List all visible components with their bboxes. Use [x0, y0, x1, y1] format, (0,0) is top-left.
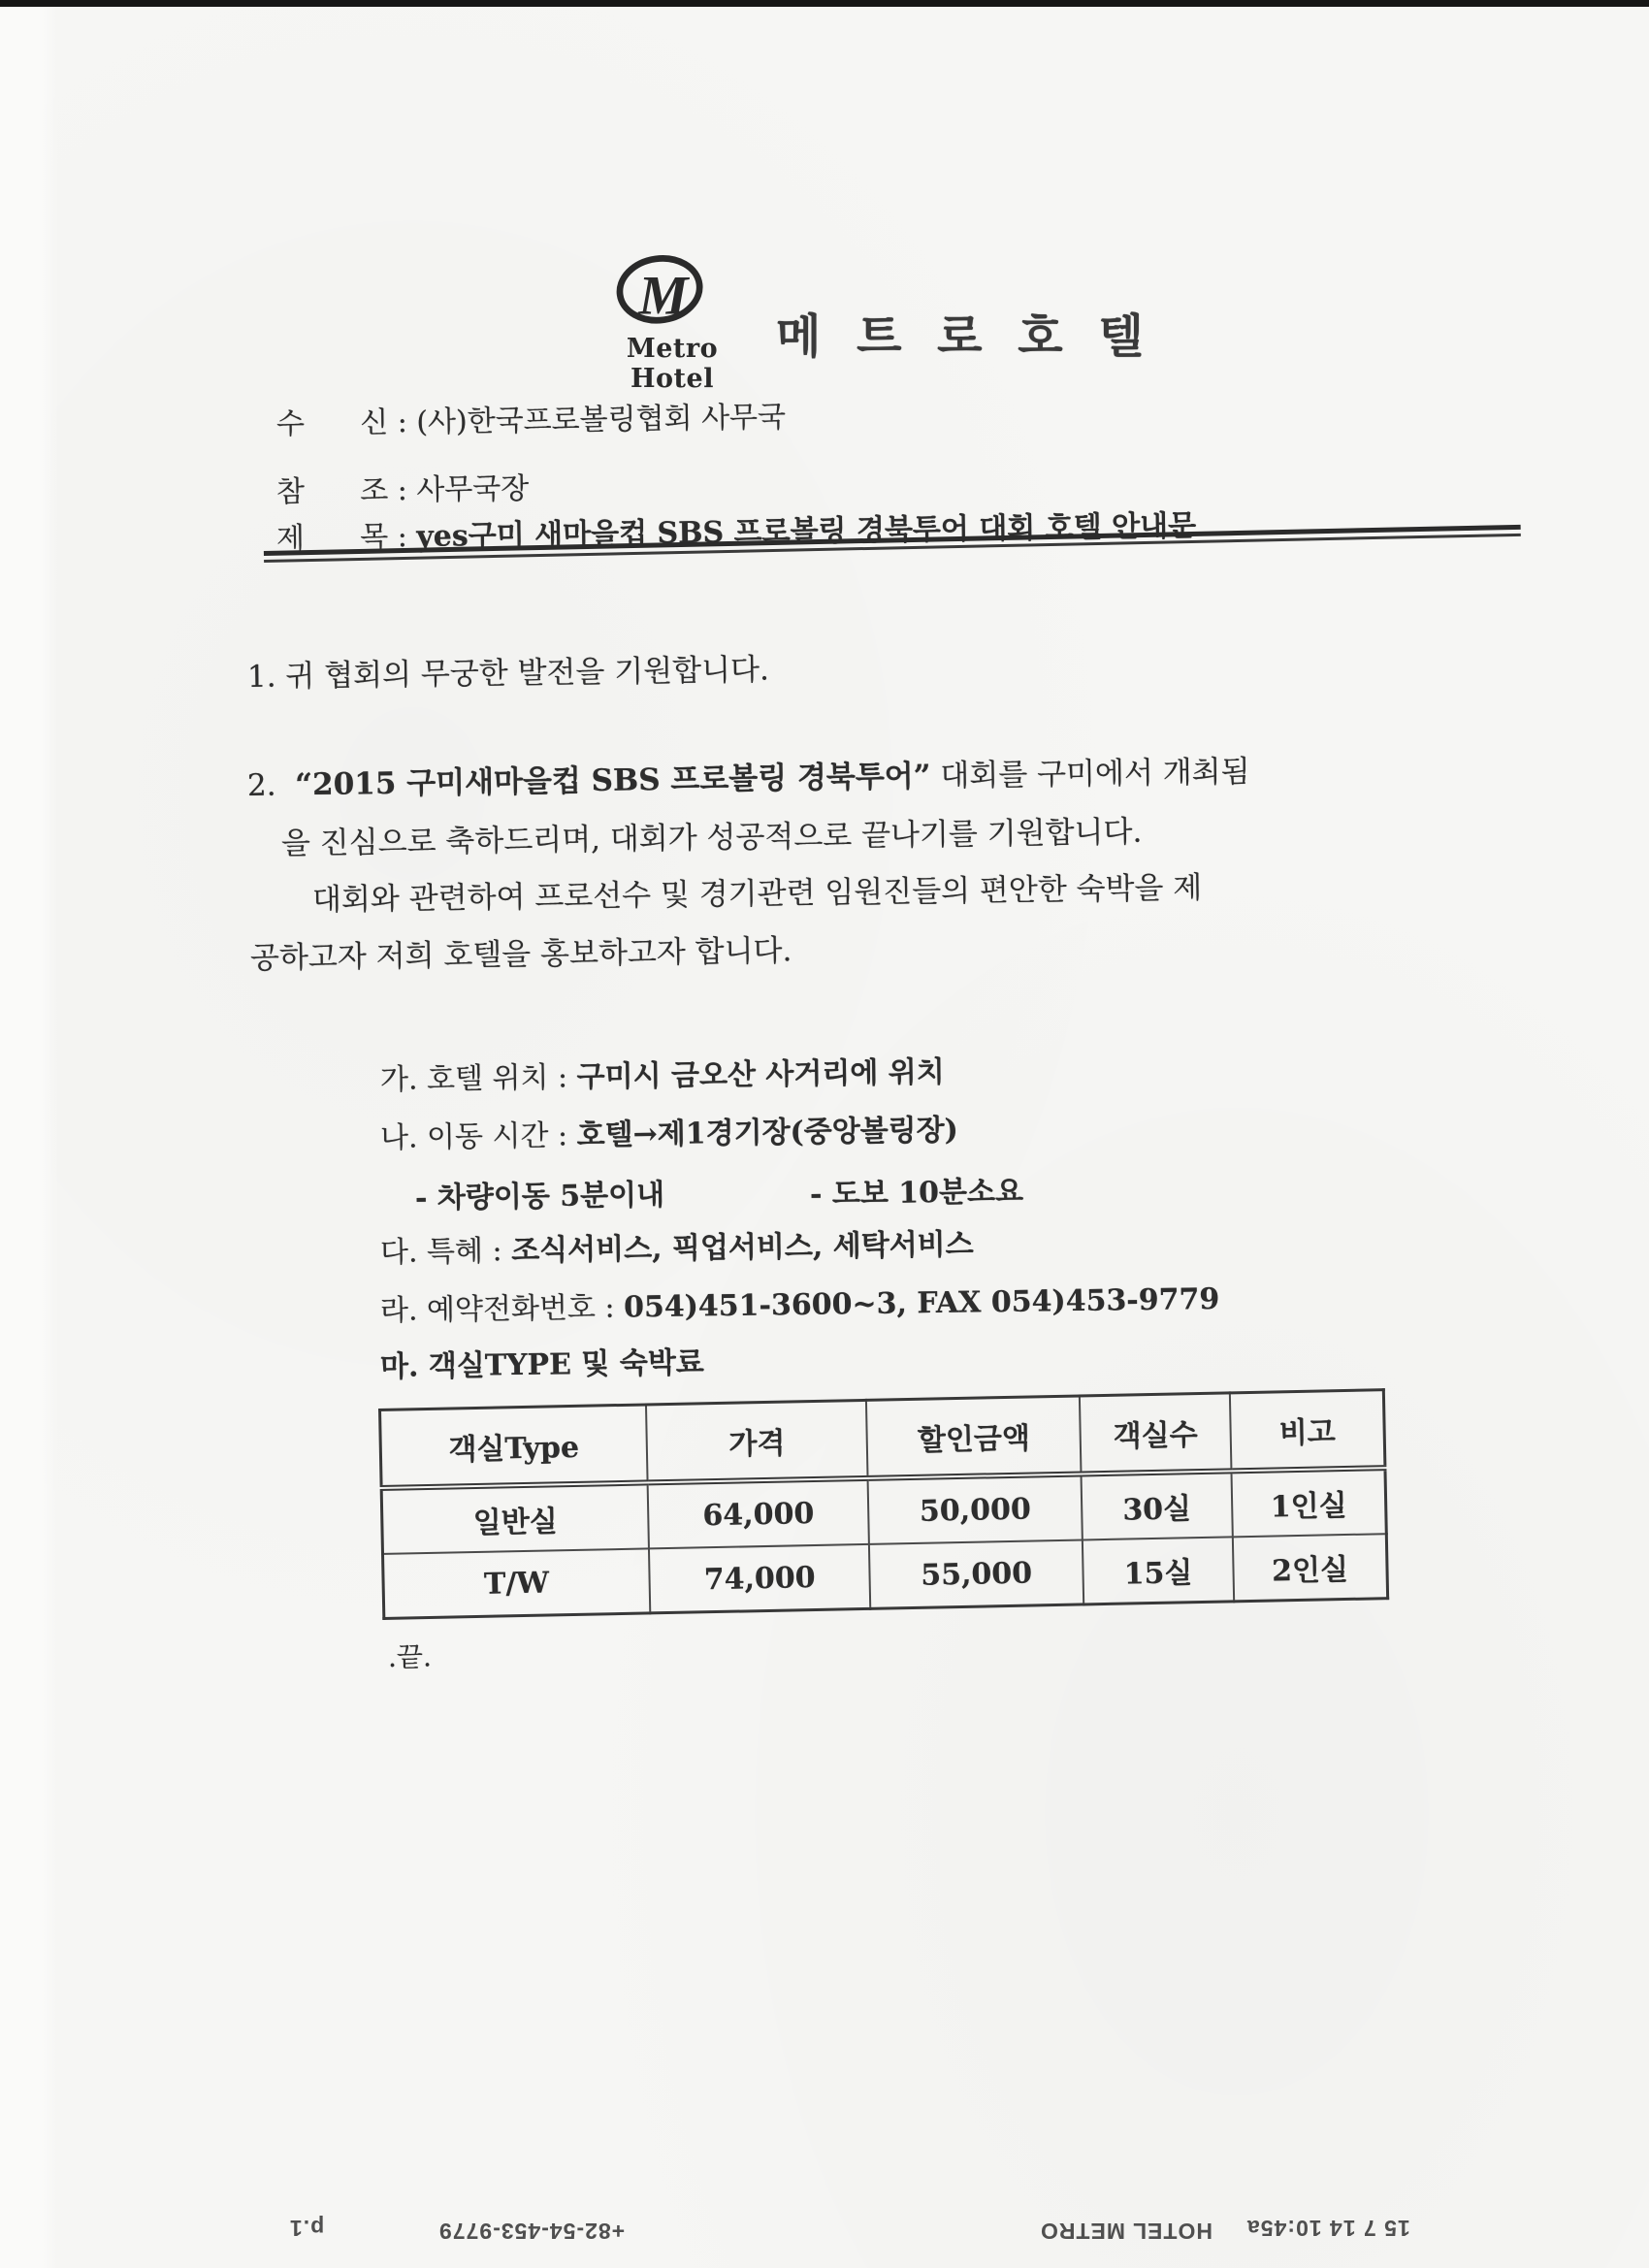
paragraph-2-line-2: 을 진심으로 축하드리며, 대회가 성공적으로 끝나기를 기원합니다. — [280, 814, 1143, 861]
location-label: 가. 호텔 위치 : — [379, 1060, 577, 1097]
cell-count: 15실 — [1083, 1537, 1235, 1604]
travel-label: 나. 이동 시간 : — [379, 1118, 577, 1155]
travel-by-walk-note: - 도보 10분소요 — [809, 1174, 1024, 1212]
para2-quoted-title: “2015 구미새마을컵 SBS 프로볼링 경북투어” — [295, 759, 931, 803]
metro-hotel-logo-icon — [615, 252, 708, 341]
paragraph-3-line-1: 대회와 관련하여 프로선수 및 경기관련 임원진들의 편안한 숙박을 제 — [311, 870, 1203, 918]
list-item-travel-time — [380, 1114, 958, 1156]
cell-discount: 50,000 — [868, 1474, 1083, 1543]
benefit-value: 조식서비스, 픽업서비스, 세탁서비스 — [510, 1227, 974, 1269]
cell-price: 74,000 — [649, 1544, 871, 1613]
cell-discount: 55,000 — [869, 1539, 1083, 1608]
list-item-reservation-phone — [380, 1282, 1220, 1329]
header-price: 가격 — [646, 1400, 868, 1482]
travel-by-car-note: - 차량이동 5분이내 — [414, 1178, 665, 1215]
header-room-count: 객실수 — [1080, 1393, 1232, 1474]
end-mark: .끝. — [387, 1640, 433, 1673]
para2-rest: 대회를 구미에서 개최됨 — [930, 754, 1250, 794]
svg-text:M: M — [638, 265, 689, 327]
fax-timestamp: 15 7 14 10:45a — [1246, 2216, 1410, 2241]
travel-value: 호텔→제1경기장(중앙볼링장) — [576, 1113, 959, 1153]
subject-label: 제 목 : — [275, 519, 417, 556]
header-note: 비고 — [1230, 1390, 1385, 1472]
subject-value: yes구미 새마을컵 SBS 프로볼링 경북투어 대회 호텔 안내문 — [416, 508, 1197, 554]
fax-page-number: p.1 — [289, 2216, 325, 2241]
list-item-room-type-heading: 마. 객실TYPE 및 숙박료 — [379, 1345, 705, 1384]
brand-name-english: Metro Hotel — [626, 334, 719, 394]
cell-price: 64,000 — [647, 1478, 869, 1549]
cell-room-type: T/W — [383, 1548, 651, 1618]
location-value: 구미시 금오산 사거리에 위치 — [576, 1054, 945, 1095]
list-item-location — [380, 1055, 945, 1098]
recipient-cc-line — [276, 471, 530, 510]
cell-note: 2인실 — [1233, 1534, 1388, 1602]
header-discount-price: 할인금액 — [866, 1396, 1081, 1478]
room-rate-table — [378, 1388, 1389, 1620]
phone-label: 라. 예약전화번호 : — [379, 1290, 625, 1328]
paragraph-2-line-1 — [247, 755, 1250, 805]
cell-room-type: 일반실 — [381, 1482, 649, 1553]
phone-value: 054)451-3600~3, FAX 054)453-9779 — [623, 1281, 1220, 1325]
paragraph-1: 1. 귀 협회의 무궁한 발전을 기원합니다. — [246, 652, 770, 695]
fax-sender-phone: +82-54-453-9779 — [438, 2219, 626, 2244]
cell-count: 30실 — [1081, 1471, 1233, 1539]
cell-note: 1인실 — [1232, 1468, 1387, 1537]
brand-name-korean: 메 트 로 호 텔 — [776, 309, 1153, 364]
fax-sender-name: HOTEL METRO — [1040, 2219, 1212, 2244]
benefit-label: 다. 특혜 : — [379, 1234, 512, 1270]
recipient-to-line — [276, 401, 787, 442]
to-label: 수 신 : — [275, 405, 417, 441]
header-room-type: 객실Type — [380, 1405, 648, 1488]
para2-number: 2. — [246, 767, 296, 803]
scanner-edge-strip — [0, 0, 1649, 7]
cc-value: 사무국장 — [416, 471, 530, 507]
to-value: (사)한국프로볼링협회 사무국 — [416, 400, 787, 439]
cc-label: 참 조 : — [275, 472, 417, 509]
paragraph-3-line-2: 공하고자 저희 호텔을 홍보하고자 합니다. — [249, 933, 792, 976]
list-item-benefits — [380, 1227, 974, 1271]
